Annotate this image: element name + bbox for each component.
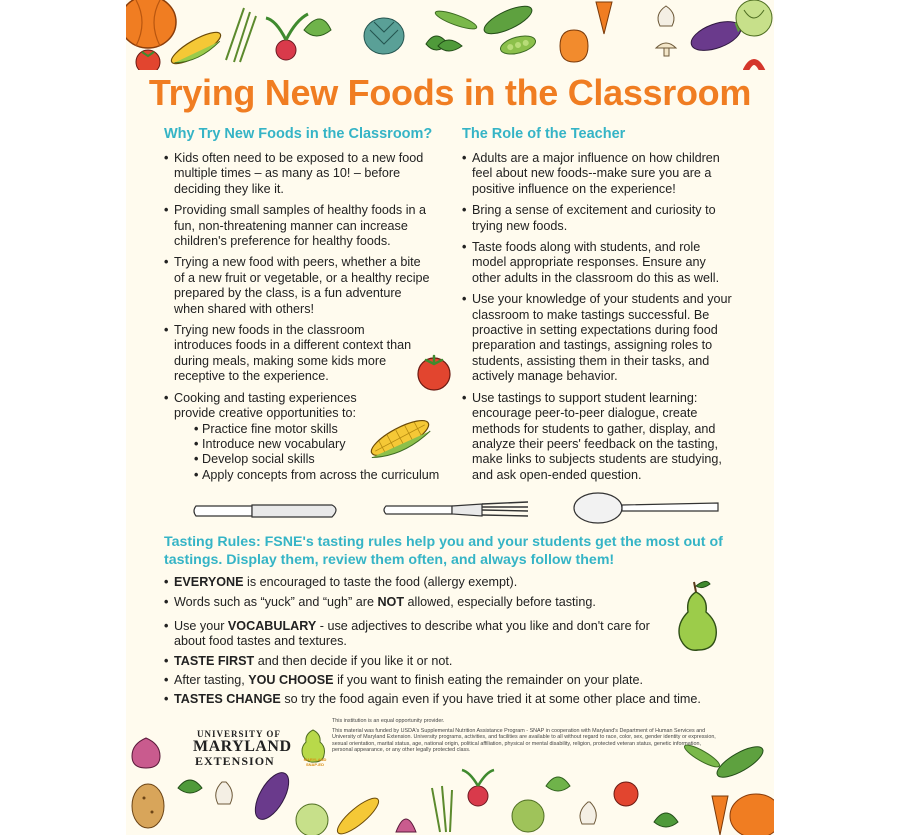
cabbage-icon xyxy=(512,800,544,832)
rule-item xyxy=(164,619,674,650)
logo-line: UNIVERSITY OF xyxy=(197,729,281,739)
list-item xyxy=(462,151,738,197)
logo-line: MARYLAND xyxy=(193,738,292,755)
cucumber-icon xyxy=(481,1,536,39)
teacher-list xyxy=(462,151,738,483)
cucumber-icon xyxy=(713,741,767,783)
garlic-icon xyxy=(216,782,233,804)
cabbage-icon xyxy=(296,804,328,835)
corn-icon xyxy=(333,793,383,835)
list-item xyxy=(462,292,738,384)
rule-keyword: NOT xyxy=(377,595,405,609)
rule-text: After tasting, xyxy=(174,673,249,687)
chili-pepper-icon xyxy=(746,62,766,70)
mushroom-icon xyxy=(656,43,676,56)
leaf-icon xyxy=(178,780,202,793)
corn-icon xyxy=(362,408,438,468)
radish-icon xyxy=(396,819,416,832)
list-item-text: Use your knowledge of your students and your classroom to make tastings successful. Be proactive in setting expectations during food preparation and tastings, assigning roles to students, assisting them in their tasks, and actively manage behavior. xyxy=(472,292,732,384)
leaf-icon xyxy=(304,19,331,36)
poster xyxy=(126,0,774,835)
rule-text: and then decide if you like it or not. xyxy=(254,654,453,668)
rule-text: allowed, especially before tasting. xyxy=(404,595,596,609)
fork-icon xyxy=(382,496,532,522)
eggplant-icon xyxy=(249,767,296,824)
list-item-text: Providing small samples of healthy foods in a fun, non-threatening manner can increase children's preference for healthy foods. xyxy=(174,203,427,249)
rule-item xyxy=(164,692,714,707)
list-item-text: Trying new foods in the classroom introduces foods in a different context than during meals, making some kids more receptive to the experience. xyxy=(174,323,412,384)
fine-print-line: This institution is an equal opportunity provider. xyxy=(332,718,445,724)
leaf-icon xyxy=(546,777,570,791)
list-item-text: Cooking and tasting experiences provide creative opportunities to: xyxy=(174,390,357,421)
artichoke-icon xyxy=(364,18,404,54)
snap-ed-label: MARYLAND xyxy=(303,757,327,762)
rule-keyword: VOCABULARY xyxy=(227,619,317,633)
rule-text: is encouraged to taste the food (allergy exempt). xyxy=(243,575,518,589)
tomato-icon xyxy=(414,350,454,392)
pea-pod-icon xyxy=(499,33,538,58)
sub-list-item: • Apply concepts from across the curriculum xyxy=(174,468,464,483)
asparagus-icon xyxy=(226,8,256,62)
green-bean-icon xyxy=(434,8,479,32)
sub-list-item: • Develop social skills xyxy=(174,452,464,467)
bottom-vegetable-border xyxy=(126,736,774,835)
garlic-icon xyxy=(658,6,674,26)
tasting-rules-heading: Tasting Rules: FSNE's tasting rules help you and your students get the most out of tastings. Display them, review them often, and always follow them! xyxy=(164,534,723,568)
sub-list-item: • Practice fine motor skills xyxy=(174,422,464,437)
list-item xyxy=(164,203,432,249)
onion-icon xyxy=(132,738,160,768)
list-item-text: Taste foods along with students, and role model appropriate responses. Ensure any other adults in the classroom do this as well. xyxy=(472,240,720,285)
list-item xyxy=(462,391,738,483)
list-item-text: Trying a new food with peers, whether a bite of a new fruit or vegetable, or a healthy recipe prepared by the class, is a fun adventure when shared with others! xyxy=(174,255,430,316)
tomato-icon xyxy=(614,782,638,806)
rule-text: Use your xyxy=(174,619,228,633)
rule-keyword: TASTES CHANGE xyxy=(174,692,281,706)
onion-icon xyxy=(560,30,588,62)
list-item xyxy=(164,255,432,317)
list-item-text: Adults are a major influence on how children feel about new foods--make sure you are a positive influence on the experience! xyxy=(472,151,720,196)
rule-keyword: YOU CHOOSE xyxy=(248,673,334,687)
pumpkin-icon xyxy=(126,0,176,48)
fine-print-line: This material was funded by USDA's Supplemental Nutrition Assistance Program - SNAP in cooperation with Maryland's Department of Human Services and University of Maryland Extension. University programs, activities, and facilities are available to all without regard to race, color, sex, gender identity or expression, sexual orientation, marital status, age, national origin, political affiliation, physical or mental disability, religion, protected veteran status, genetic information, personal appearance, or any other legally protected class. xyxy=(332,727,716,754)
carrot-icon xyxy=(596,2,612,34)
rule-text: Words such as “yuck” and “ugh” are xyxy=(174,595,378,609)
logo-line: EXTENSION xyxy=(195,754,275,768)
green-bean-icon xyxy=(682,742,722,771)
snap-ed-label: SNAP-ED xyxy=(305,762,324,767)
list-item-text: Kids often need to be exposed to a new food multiple times – as many as 10! – before deciding they like it. xyxy=(174,151,424,196)
corn-icon xyxy=(168,27,225,70)
list-item-text: Bring a sense of excitement and curiosity to trying new foods. xyxy=(472,203,716,233)
sub-list-item: • Introduce new vocabulary xyxy=(174,437,464,452)
pear-icon xyxy=(672,578,720,654)
list-item xyxy=(462,240,738,286)
top-vegetable-border xyxy=(126,0,774,70)
spoon-icon xyxy=(572,490,722,526)
carrot-icon xyxy=(712,796,728,835)
radish-icon xyxy=(266,14,308,60)
rule-item xyxy=(164,654,674,669)
list-item xyxy=(164,151,432,197)
rule-item xyxy=(164,595,674,610)
potato-icon xyxy=(132,784,164,828)
list-item-text: Use tastings to support student learning: encourage peer-to-peer dialogue, create methods for students to gather, display, and analyze their peers' feedback on the tasting, make links to subjects students are studying, and ask open-ended question. xyxy=(472,390,722,482)
rule-keyword: EVERYONE xyxy=(174,575,244,589)
garlic-icon xyxy=(580,802,596,824)
rule-text: if you want to finish eating the remainder on your plate. xyxy=(333,673,644,687)
radish-icon xyxy=(462,770,494,806)
rule-keyword: TASTE FIRST xyxy=(174,654,255,668)
why-heading: Why Try New Foods in the Classroom? xyxy=(164,126,433,142)
asparagus-icon xyxy=(432,786,452,832)
rule-text: so try the food again even if you have tried it at some other place and time. xyxy=(280,692,701,706)
pumpkin-icon xyxy=(730,794,774,835)
knife-icon xyxy=(192,496,342,522)
tomato-icon xyxy=(136,50,160,70)
page-title: Trying New Foods in the Classroom xyxy=(148,72,752,113)
cabbage-icon xyxy=(736,0,772,36)
teacher-heading: The Role of the Teacher xyxy=(462,126,626,142)
leaf-icon xyxy=(654,813,678,827)
rule-text: - use adjectives to describe what you like and don't care for about food tastes and textures. xyxy=(174,619,650,649)
rule-item xyxy=(164,673,674,688)
basil-icon xyxy=(426,36,462,51)
list-item xyxy=(164,323,414,385)
rule-item xyxy=(164,575,674,590)
list-item xyxy=(462,203,738,234)
